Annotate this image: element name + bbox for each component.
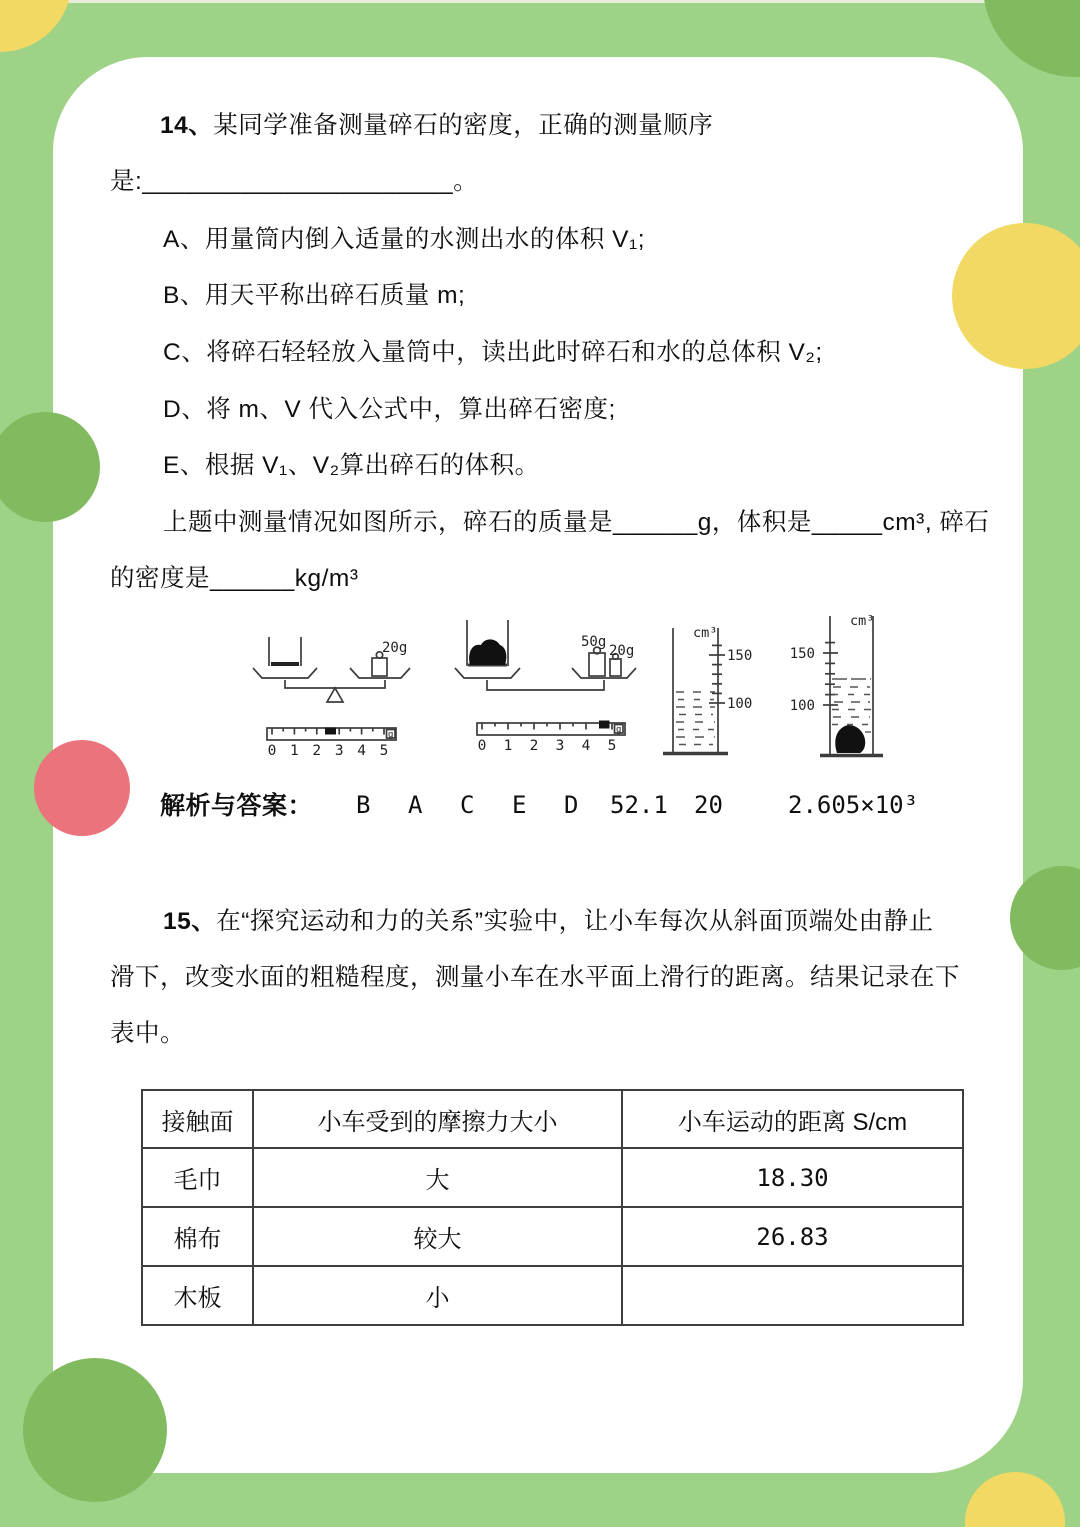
cell-friction: 小 [253,1266,622,1325]
q14-fill-line1: 上题中测量情况如图所示，碎石的质量是______g，体积是_____cm³, 碎石 [163,509,990,536]
answer-order-2: A [408,791,423,819]
weight-50g-label: 50g [581,634,607,650]
ruler2-tick-2: 2 [529,738,539,754]
q14-option-b: B、用天平称出碎石质量 m; [163,282,466,309]
table-header-row [142,1090,963,1148]
decor-circle-yellow-bottomright [965,1472,1065,1527]
q14-number: 14、 [160,112,214,139]
ruler1-unit-label: g [387,730,394,740]
answer-label: 解析与答案： [160,792,314,820]
ruler2-tick-4: 4 [581,738,591,754]
cell-surface: 毛巾 [142,1148,253,1207]
rider-2 [599,721,610,729]
decor-circle-yellow-topleft [0,0,72,52]
crushed-stone-in-beaker [469,639,506,665]
top-edge-strip [0,0,1080,3]
q15-number: 15、 [163,908,217,935]
q14-option-e: E、根据 V₁、V₂算出碎石的体积。 [163,452,540,479]
cell-surface: 棉布 [142,1207,253,1266]
measuring-cylinder-1 [663,628,728,754]
header-distance: 小车运动的距离 S/cm [622,1090,963,1148]
ruler1-tick-1: 1 [290,743,299,759]
ruler2-tick-5: 5 [607,738,617,754]
header-friction: 小车受到的摩擦力大小 [253,1090,622,1148]
q15-text-line2: 滑下，改变水面的粗糙程度，测量小车在水平面上滑行的距离。结果记录在下 [110,964,960,991]
ruler1-tick-3: 3 [334,743,344,759]
decor-circle-green-bottomleft [23,1358,167,1502]
weight-20g-label-1: 20g [382,640,408,656]
answer-order-5: D [564,791,579,819]
q14-fill-line2: 的密度是______kg/m³ [110,565,359,592]
header-surface: 接触面 [142,1090,253,1148]
ruler2-tick-0: 0 [477,738,487,754]
cylinder2-unit-label: cm³ [850,613,875,629]
answer-order-3: C [460,791,475,819]
q14-option-c: C、将碎石轻轻放入量筒中，读出此时碎石和水的总体积 V₂; [163,339,823,366]
ruler1-tick-2: 2 [312,743,322,759]
ruler2-tick-1: 1 [503,738,513,754]
q14-option-d: D、将 m、V 代入公式中，算出碎石密度; [163,396,616,423]
rider-1 [325,728,336,735]
ruler2-unit-label: g [615,725,622,735]
answer-order-1: B [356,791,371,819]
answer-density: 2.605×10³ [788,791,919,819]
cell-distance: 18.30 [622,1148,963,1207]
q15-text-line3: 表中。 [110,1020,185,1047]
q14-blank-line: 是:______________________。 [110,168,479,195]
cylinder1-unit-label: cm³ [693,625,718,641]
cylinder2-150-label: 150 [789,646,815,662]
friction-results-table [141,1089,964,1326]
answer-mass: 52.1 [610,791,668,819]
water-level-cylinder-1 [676,692,715,745]
cell-friction: 较大 [253,1207,622,1266]
table-row [142,1148,963,1207]
table-row [142,1266,963,1325]
ruler2-tick-3: 3 [555,738,565,754]
q15-intro-line1 [163,906,934,938]
q14-option-a: A、用量筒内倒入适量的水测出水的体积 V₁; [163,226,646,253]
cell-surface: 木板 [142,1266,253,1325]
cylinder1-100-label: 100 [727,696,753,712]
table-row [142,1207,963,1266]
cell-distance: 26.83 [622,1207,963,1266]
cell-distance [622,1266,963,1325]
cylinder1-150-label: 150 [727,648,753,664]
ruler1-tick-4: 4 [357,743,366,759]
measurement-figure [110,606,970,778]
cell-friction: 大 [253,1148,622,1207]
ruler1-tick-5: 5 [379,743,389,759]
q14-title-text: 某同学准备测量碎石的密度，正确的测量顺序 [213,112,714,139]
q14-intro-line1 [160,110,713,142]
q15-text-line1: 在“探究运动和力的关系”实验中，让小车每次从斜面顶端处由静止 [216,908,934,935]
decor-circle-green-topright [983,0,1080,77]
ruler1-tick-0: 0 [267,743,277,759]
weight-20g-label-2: 20g [609,643,635,659]
crushed-stone-in-cylinder [835,725,865,753]
cylinder2-100-label: 100 [789,698,815,714]
answer-order-4: E [512,791,527,819]
answer-volume: 20 [694,791,723,819]
